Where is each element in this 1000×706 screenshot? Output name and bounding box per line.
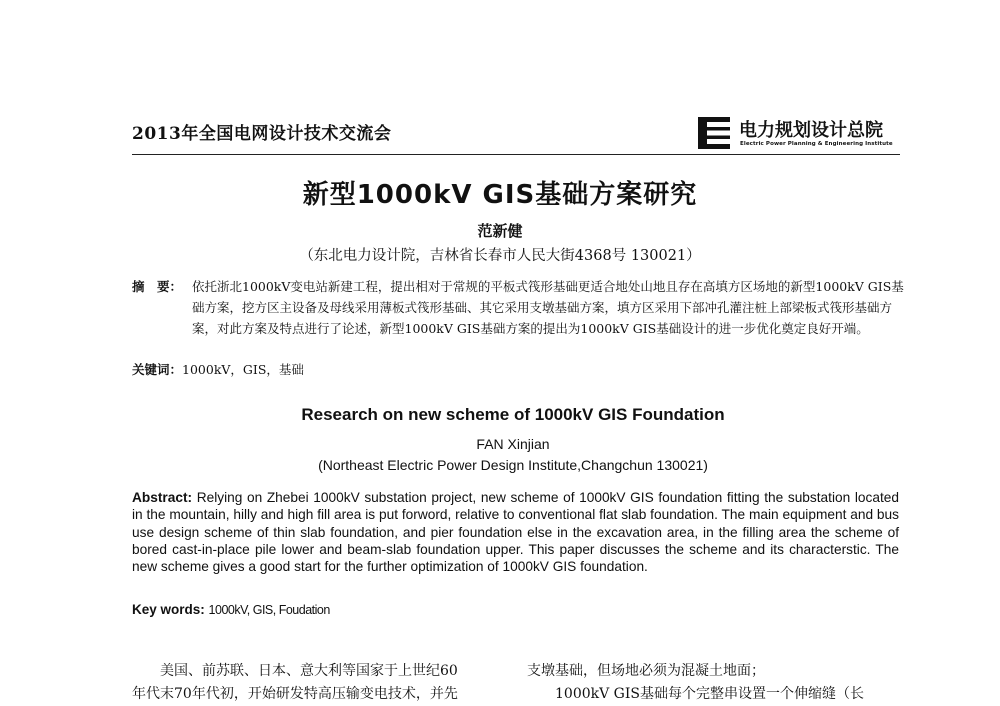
conference-name: 2013年全国电网设计技术交流会 <box>132 124 392 144</box>
affiliation-cn: （东北电力设计院，吉林省长春市人民大街4368号 130021） <box>299 248 701 264</box>
institute-name: 电力规划设计总院 <box>739 120 883 141</box>
institute-name-en: Electric Power Planning & Engineering Institute <box>740 141 893 147</box>
keywords-cn-text: 1000kV，GIS，基础 <box>182 362 304 377</box>
abstract-cn-label: 摘 要： <box>132 279 183 294</box>
body-left-line: 美国、前苏联、日本、意大利等国家于上世纪60 <box>160 663 458 679</box>
paper-title-en: Research on new scheme of 1000kV GIS Foundation <box>301 405 725 424</box>
paper-title-cn: 新型1000kV GIS基础方案研究 <box>302 180 698 210</box>
abstract-en <box>132 489 899 575</box>
keywords-cn <box>132 360 304 378</box>
body-column-left <box>132 660 502 706</box>
body-left-line: 年代末70年代初，开始研发特高压输变电技术，并先 <box>132 686 458 702</box>
body-right-line: 1000kV GIS基础每个完整串设置一个伸缩缝（长 <box>555 686 864 702</box>
body-right-line: 支墩基础，但场地必须为混凝土地面； <box>527 663 765 679</box>
author-en: FAN Xinjian <box>476 436 550 452</box>
abstract-cn <box>132 276 907 339</box>
body-column-right <box>527 660 900 706</box>
keywords-en-text: 1000kV, GIS, Foudation <box>208 603 330 617</box>
keywords-cn-label: 关键词： <box>132 362 183 377</box>
header-rule <box>132 154 900 155</box>
keywords-en <box>132 602 330 617</box>
institute-logo-icon <box>698 117 730 149</box>
keywords-en-label: Key words: <box>132 602 205 617</box>
abstract-cn-text: 依托浙北1000kV变电站新建工程，提出相对于常规的平板式筏形基础更适合地处山地且存在高填方区场地的新型1000kV GIS基础方案，挖方区主设备及母线采用薄板式筏形基础、其它采用支墩基础方案，填方区采用下部冲孔灌注桩上部梁板式筏形基础方案，对此方案及特点进行了论述，新型1000kV GIS基础方案的提出为1000kV GIS基础设计的进一步优化奠定良好开端。 <box>192 279 904 336</box>
affiliation-en: (Northeast Electric Power Design Institute,Changchun 130021) <box>318 457 708 473</box>
abstract-en-label: Abstract: <box>132 490 193 505</box>
author-cn: 范新健 <box>477 222 523 240</box>
abstract-en-text: Relying on Zhebei 1000kV substation project, new scheme of 1000kV GIS foundation fitting the substation located in the mountain, hilly and high fill area is put forword, relative to conventional flat slab foundation. The main equipment and bus use design scheme of thin slab foundation, and pier foundation else in the excavation area, in the filling area the scheme of bored cast-in-place pile lower and beam-slab foundation upper. This paper discusses the scheme and its characterstic. The new scheme gives a good start for the further optimization of 1000kV GIS foundation. <box>132 490 899 575</box>
